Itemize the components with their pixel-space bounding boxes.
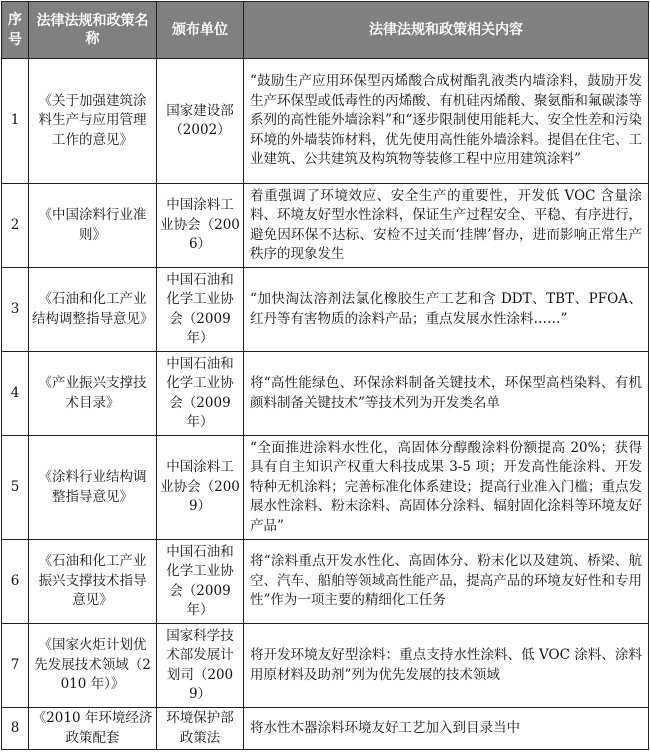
table-row — [2, 268, 649, 352]
header-issuer: 颁布单位 — [157, 2, 244, 59]
policy-name: 《石油和化工产业振兴支撑技术指导意见》 — [29, 540, 157, 624]
issuer: 中国石油和化学工业协会（2009 年） — [157, 268, 244, 352]
issuer: 中国涂料工业协会（2009） — [157, 436, 244, 540]
row-number: 7 — [2, 624, 29, 708]
row-number: 8 — [2, 708, 29, 750]
row-number: 1 — [2, 59, 29, 184]
table-row — [2, 708, 649, 750]
issuer: 国家科学技术部发展计划司（2009） — [157, 624, 244, 708]
policy-name: 《国家火炬计划优先发展技术领域（2010 年）》 — [29, 624, 157, 708]
policy-content: 将水性木器涂料环境友好工艺加入到目录当中 — [244, 708, 649, 750]
policy-name: 《产业振兴支撑技术目录》 — [29, 352, 157, 436]
policy-name: 《涂料行业结构调整指导意见》 — [29, 436, 157, 540]
table-row — [2, 624, 649, 708]
table-row — [2, 540, 649, 624]
issuer: 环境保护部政策法 — [157, 708, 244, 750]
row-number: 5 — [2, 436, 29, 540]
row-number: 6 — [2, 540, 29, 624]
issuer: 中国涂料工业协会（2006） — [157, 184, 244, 268]
table-row — [2, 184, 649, 268]
policy-name: 《中国涂料行业准则》 — [29, 184, 157, 268]
header-serial-number: 序号 — [2, 2, 29, 59]
table-row — [2, 59, 649, 184]
policy-content: “全面推进涂料水性化，高固体分醇酸涂料份额提高 20%；获得具有自主知识产权重大科技成果 3-5 项；开发高性能涂料、开发特种无机涂料；完善标准化体系建设；提高行业准入门槛；重点发展水性涂料、粉末涂料、高固体分涂料、辐射固化涂料等环境友好产品” — [244, 436, 649, 540]
row-number: 4 — [2, 352, 29, 436]
table-header-row — [2, 2, 649, 59]
policy-name: 《石油和化工产业结构调整指导意见》 — [29, 268, 157, 352]
policy-name: 《2010 年环境经济政策配套 — [29, 708, 157, 750]
policy-content: 将“高性能绿色、环保涂料制备关键技术，环保型高档染料、有机颜料制备关键技术”等技术列为开发类名单 — [244, 352, 649, 436]
issuer: 国家建设部（2002） — [157, 59, 244, 184]
row-number: 3 — [2, 268, 29, 352]
header-policy-content: 法律法规和政策相关内容 — [244, 2, 649, 59]
header-policy-name: 法律法规和政策名称 — [29, 2, 157, 59]
policy-content: “加快淘汰溶剂法氯化橡胶生产工艺和含 DDT、TBT、PFOA、红丹等有害物质的涂料产品；重点发展水性涂料……” — [244, 268, 649, 352]
policy-content: 着重强调了环境效应、安全生产的重要性，开发低 VOC 含量涂料、环境友好型水性涂料，保证生产过程安全、平稳、有序进行，避免因环保不达标、安检不过关而‘挂牌’督办，进而影响正常生产秩序的现象发生 — [244, 184, 649, 268]
table-row — [2, 352, 649, 436]
policy-content: “鼓励生产应用环保型丙烯酸合成树酯乳液类内墙涂料，鼓励开发生产环保型或低毒性的丙烯酸、有机硅丙烯酸、聚氨酯和氟碳漆等系列的高性能外墙涂料”和“逐步限制使用能耗大、安全性差和污染环境的外墙装饰材料，优先使用高性能外墙涂料。提倡在住宅、工业建筑、公共建筑及构筑物等装修工程中应用建筑涂料” — [244, 59, 649, 184]
policy-name: 《关于加强建筑涂料生产与应用管理工作的意见》 — [29, 59, 157, 184]
policy-content: 将“涂料重点开发水性化、高固体分、粉末化以及建筑、桥梁、航空、汽车、船舶等领域高性能产品，提高产品的环境友好性和专用性”作为一项主要的精细化工任务 — [244, 540, 649, 624]
issuer: 中国石油和化学工业协会（2009 年） — [157, 352, 244, 436]
policy-content: 将开发环境友好型涂料：重点支持水性涂料、低 VOC 涂料、涂料用原材料及助剂”列为优先发展的技术领域 — [244, 624, 649, 708]
row-number: 2 — [2, 184, 29, 268]
issuer: 中国石油和化学工业协会（2009 年） — [157, 540, 244, 624]
policy-table — [1, 1, 649, 750]
table-row — [2, 436, 649, 540]
